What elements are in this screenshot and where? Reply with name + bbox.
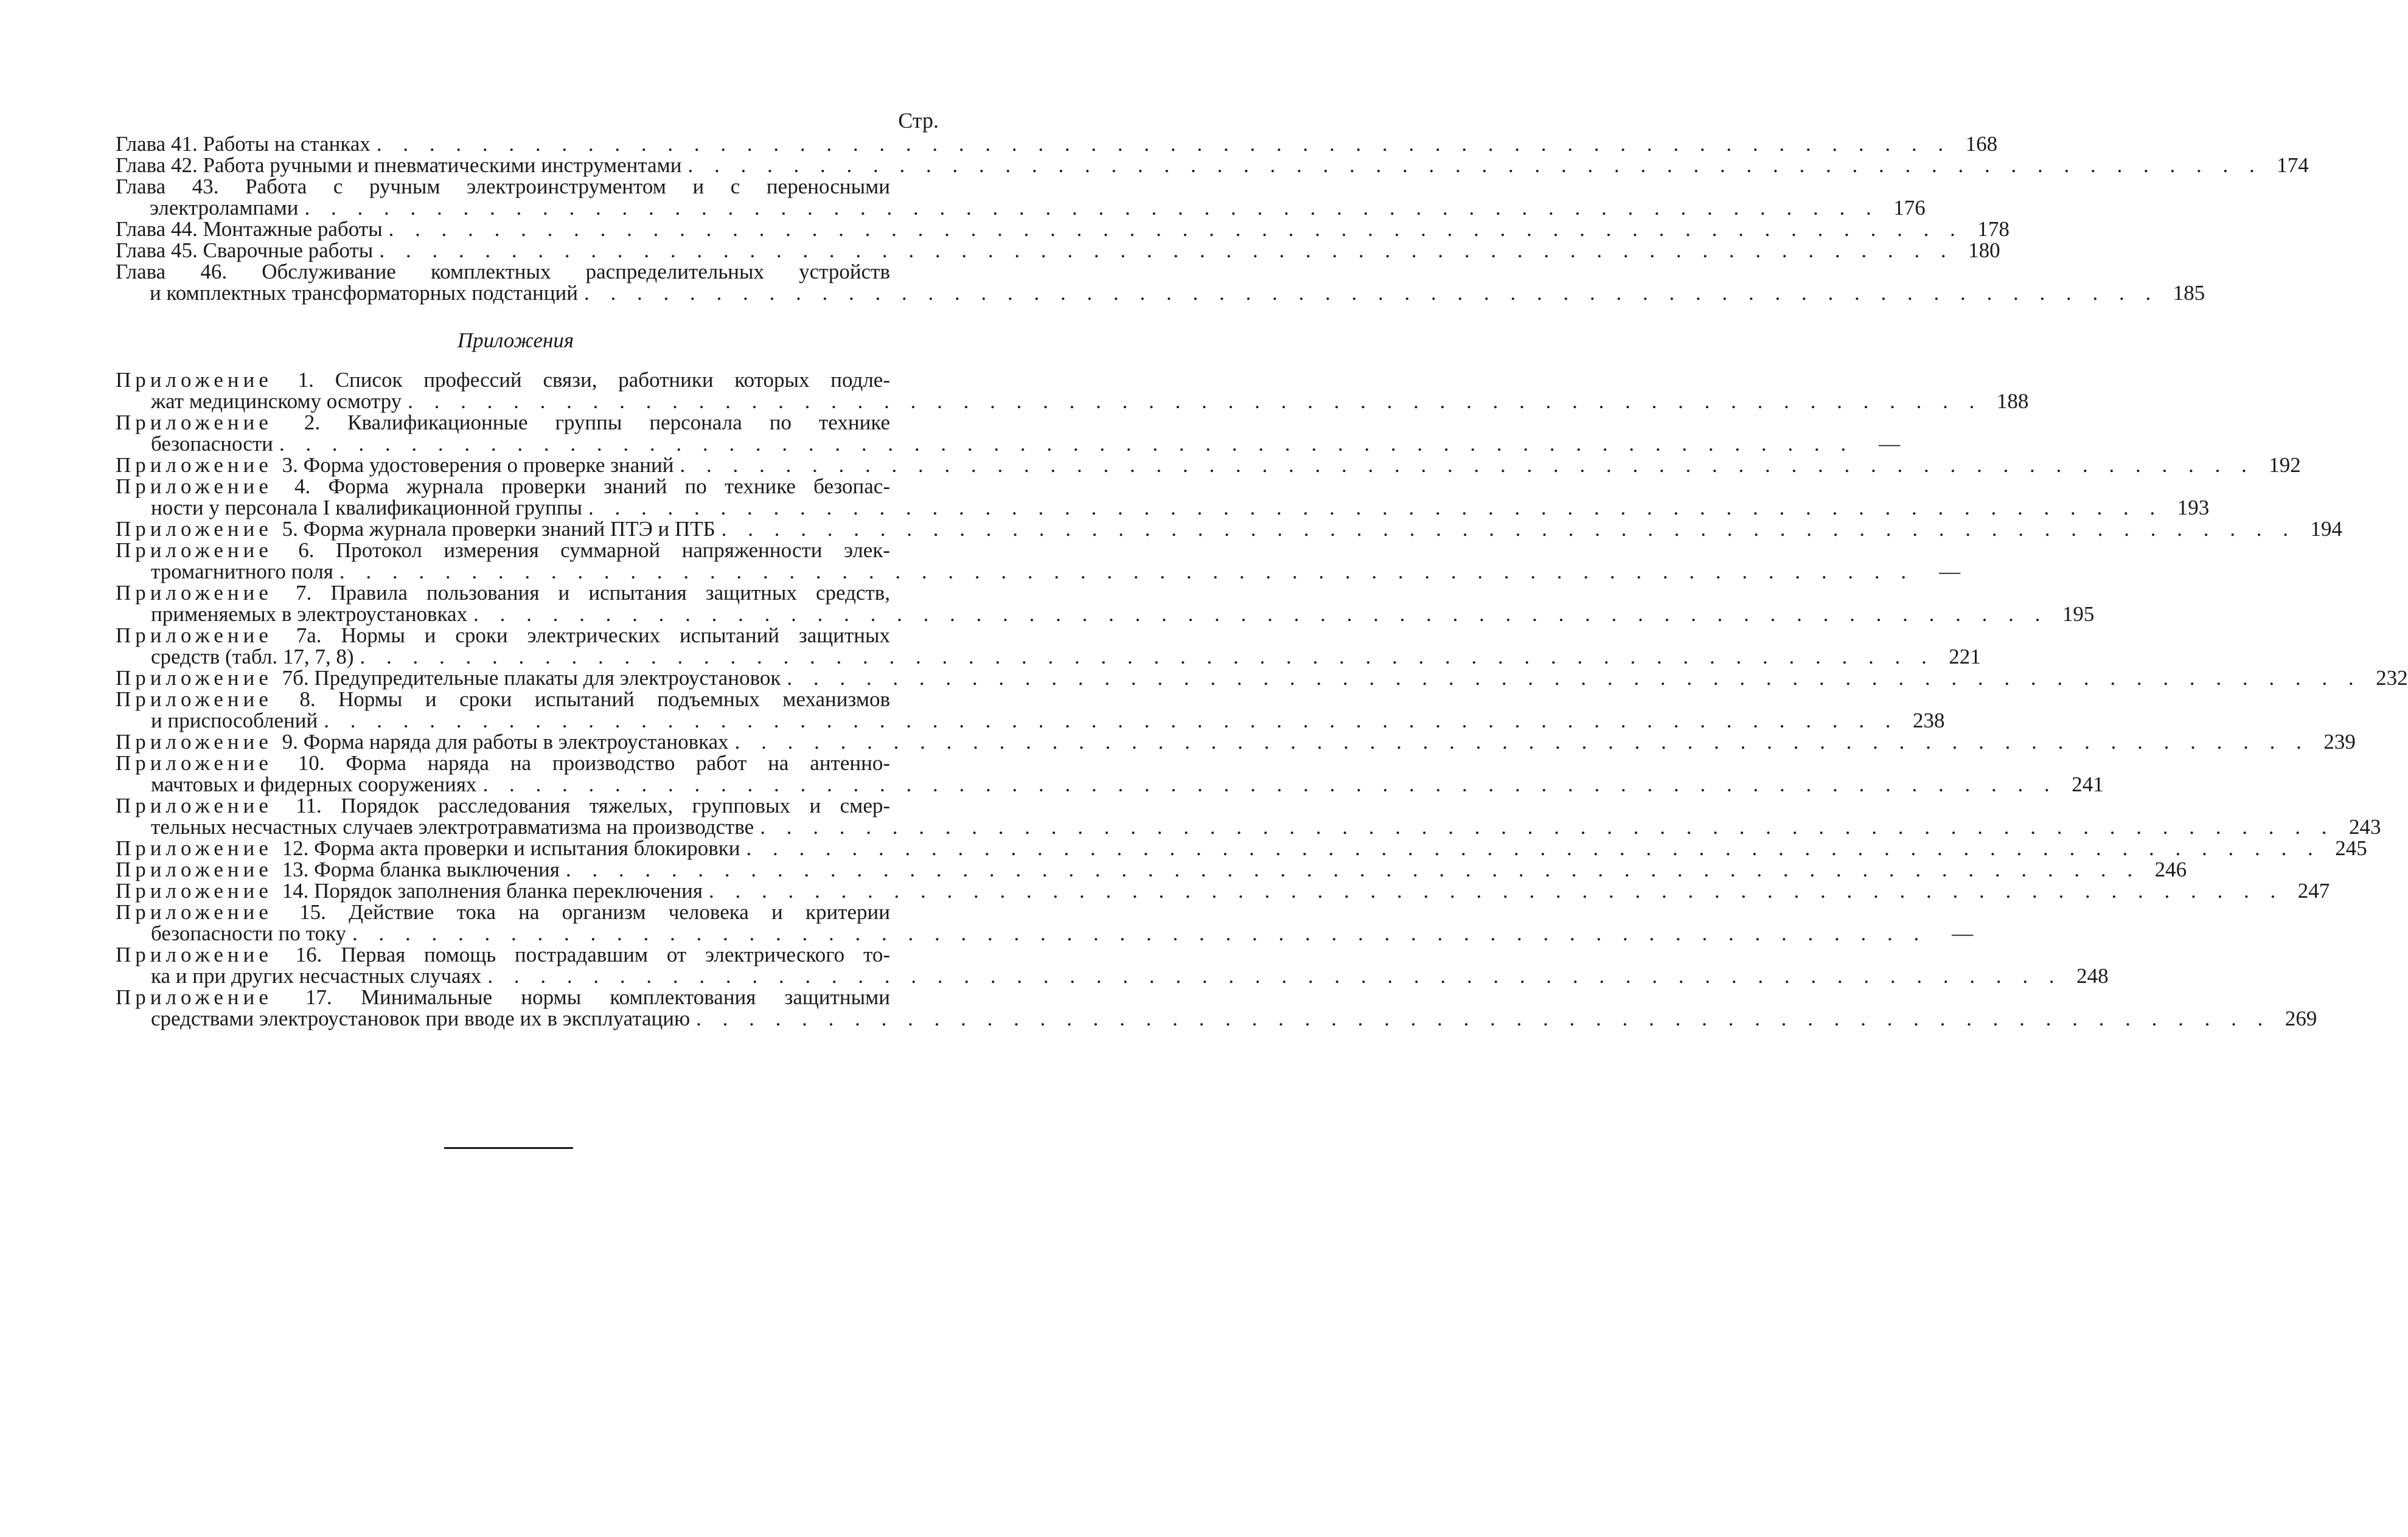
appendix-number: 4. (294, 474, 329, 498)
entry-title (116, 687, 890, 711)
entry-title-text: Форма удостоверения о проверке знаний (303, 453, 674, 477)
appendix-number: 13. (282, 858, 315, 881)
dot-leader: . . . . . . . . . . . . . . . . . . . . . . . . . . . . . . . . . . . . . . . . . . . . . . . . . . . . . . . . . . . . (721, 517, 2297, 541)
appendix-number: 3. (282, 453, 304, 477)
page-number: — (1952, 921, 1974, 945)
entry-last-line (116, 217, 2010, 241)
entry-line (116, 795, 940, 816)
appendix-entry (116, 453, 2301, 477)
dot-leader: . . . . . . . . . . . . . . . . . . . . . . . . . . . . . . . . . . . . . . . . . . . . . . . . . . . . . . . . . . . . (408, 389, 1983, 413)
entry-title-text: Список профессий связи, работники которых подле- (335, 368, 890, 392)
entry-title (116, 518, 715, 540)
entry-title (116, 474, 890, 498)
appendix-entry (116, 943, 2109, 988)
appendix-number: 5. (282, 517, 304, 541)
entry-title (151, 603, 467, 625)
entry-line (116, 261, 940, 282)
appendix-keyword: Приложение (116, 623, 296, 647)
page-number: 232 (2376, 666, 2408, 690)
page-number: — (1879, 432, 1901, 456)
entry-title-text: Минимальные нормы комплектования защитными (360, 985, 890, 1009)
entry-last-line (116, 836, 2367, 860)
entry-title-text: средствами электроустановок при вводе их в эксплуатацию (151, 1007, 691, 1030)
entry-title (151, 433, 273, 454)
entry-title-text: электролампами (150, 196, 299, 220)
appendix-keyword: Приложение (116, 730, 282, 754)
entry-title-text: Форма бланка выключения (314, 858, 560, 881)
entry-title-text: применяемых в электроустановках (151, 602, 468, 626)
entry-title (150, 197, 299, 218)
appendix-entry (116, 794, 2381, 839)
entry-last-line (116, 709, 1945, 732)
entry-title-text: Форма журнала проверки знаний ПТЭ и ПТБ (303, 517, 715, 541)
entry-title (116, 240, 373, 261)
entry-line (116, 987, 940, 1008)
appendix-keyword: Приложение (116, 517, 282, 541)
dot-leader: . . . . . . . . . . . . . . . . . . . . . . . . . . . . . . . . . . . . . . . . . . . . . . . . . . . . . . . . . . . . (482, 772, 2058, 796)
appendix-number: 15. (299, 900, 349, 924)
appendix-keyword: Приложение (116, 900, 300, 924)
appendix-entry (116, 879, 2330, 903)
entry-title (116, 175, 890, 198)
chapter-entry (116, 153, 2309, 177)
dot-leader: . . . . . . . . . . . . . . . . . . . . . . . . . . . . . . . . . . . . . . . . . . . . . . . . . . . . . . . . . . . . (379, 238, 1954, 262)
appendix-keyword: Приложение (116, 474, 295, 498)
appendix-number: 16. (295, 943, 341, 966)
entry-last-line (116, 645, 1981, 668)
entry-title (116, 751, 890, 775)
entry-title-text: тельных несчастных случаев электротравматизма на производстве (151, 815, 754, 839)
appendix-entry (116, 900, 1974, 945)
dot-leader: . . . . . . . . . . . . . . . . . . . . . . . . . . . . . . . . . . . . . . . . . . . . . . . . . . . . . . . . . . . . (352, 921, 1927, 945)
entry-title-text: Форма наряда для работы в электроустановках (303, 730, 729, 754)
page-number: 243 (2348, 815, 2381, 839)
appendix-keyword: Приложение (116, 581, 296, 605)
appendix-keyword: Приложение (116, 666, 282, 690)
entry-title-text: Предупредительные плакаты для электроустановок (314, 666, 781, 690)
entry-last-line (116, 432, 1901, 456)
appendix-number: 8. (299, 687, 339, 711)
page-number: — (1939, 560, 1961, 583)
entry-title (151, 965, 481, 987)
appendix-section-title: Приложения (457, 328, 574, 352)
entry-title (151, 561, 333, 582)
entry-last-line (116, 196, 1926, 220)
dot-leader: . . . . . . . . . . . . . . . . . . . . . . . . . . . . . . . . . . . . . . . . . . . . . . . . . . . . . . . . . . . . (760, 815, 2335, 839)
entry-title-text: Форма наряда на производство работ на антенно- (346, 751, 891, 775)
entry-title (116, 368, 890, 392)
entry-last-line (116, 730, 2356, 754)
appendix-entry (116, 836, 2367, 860)
entry-line (116, 412, 940, 433)
appendix-entry (116, 623, 1981, 668)
page-number: 269 (2284, 1007, 2317, 1030)
chapter-entry (116, 132, 1998, 156)
appendix-number: 1. (298, 368, 335, 392)
chapter-list (116, 132, 2309, 305)
entry-title-text: Форма акта проверки и испытания блокировки (314, 836, 740, 860)
page-number: 245 (2335, 836, 2367, 860)
entry-title (116, 260, 890, 283)
entry-title-text: Глава 46. Обслуживание комплектных распределительных устройств (116, 260, 890, 283)
page-number: 192 (2269, 453, 2301, 477)
entry-title-text: Первая помощь пострадавшим от электрического то- (341, 943, 890, 966)
entry-last-line (116, 1007, 2317, 1030)
appendix-keyword: Приложение (116, 858, 282, 881)
entry-title (116, 667, 781, 689)
appendix-entry (116, 474, 2210, 519)
dot-leader: . . . . . . . . . . . . . . . . . . . . . . . . . . . . . . . . . . . . . . . . . . . . . . . . . . . . . . . . . . . . (324, 709, 1899, 732)
appendix-entry (116, 730, 2356, 754)
dot-leader: . . . . . . . . . . . . . . . . . . . . . . . . . . . . . . . . . . . . . . . . . . . . . . . . . . . . . . . . . . . . (565, 858, 2141, 881)
appendix-keyword: Приложение (116, 411, 304, 434)
entry-title (116, 838, 740, 859)
dot-leader: . . . . . . . . . . . . . . . . . . . . . . . . . . . . . . . . . . . . . . . . . . . . . . . . . . . . . . . . . . . . (708, 879, 2284, 903)
page-number: 168 (1965, 132, 1998, 156)
entry-title-text: ности у персонала I квалификационной группы (151, 496, 582, 519)
page-number: 176 (1893, 196, 1926, 220)
entry-last-line (116, 281, 2205, 305)
dot-leader: . . . . . . . . . . . . . . . . . . . . . . . . . . . . . . . . . . . . . . . . . . . . . . . . . . . . . . . . . . . . (473, 602, 2048, 626)
entry-title-text: средств (табл. 17, 7, 8) (151, 645, 354, 668)
page-number: 174 (2277, 153, 2309, 177)
appendix-entry (116, 538, 1961, 583)
entry-last-line (116, 964, 2109, 988)
chapter-entry (116, 217, 2010, 241)
entry-line (116, 689, 940, 710)
dot-leader: . . . . . . . . . . . . . . . . . . . . . . . . . . . . . . . . . . . . . . . . . . . . . . . . . . . . . . . . . . . . (376, 132, 1952, 156)
appendix-entry (116, 517, 2343, 541)
entry-title (116, 880, 703, 901)
entry-title (151, 497, 582, 518)
appendix-keyword: Приложение (116, 538, 299, 562)
dot-leader: . . . . . . . . . . . . . . . . . . . . . . . . . . . . . . . . . . . . . . . . . . . . . . . . . . . . . . . . . . . . (360, 645, 1935, 668)
entry-title-text: Глава 42. Работа ручными и пневматическими инструментами (116, 153, 682, 177)
appendix-number: 6. (298, 538, 336, 562)
entry-title-text: безопасности по току (151, 921, 346, 945)
entry-title (116, 454, 674, 476)
entry-title-text: Форма журнала проверки знаний по технике безопас- (328, 474, 890, 498)
page-number: 180 (1968, 238, 2000, 262)
entry-title-text: Глава 41. Работы на станках (116, 132, 371, 156)
entry-title-text: безопасности (151, 432, 273, 456)
entry-title (151, 1008, 690, 1029)
end-rule (444, 1147, 573, 1149)
entry-title-text: жат медицинскому осмотру (151, 389, 402, 413)
appendix-keyword: Приложение (116, 687, 300, 711)
entry-title (151, 816, 754, 838)
page-number: 239 (2323, 730, 2356, 754)
entry-title (116, 581, 890, 605)
entry-title (116, 943, 890, 966)
entry-line (116, 476, 940, 497)
entry-title (151, 774, 476, 795)
dot-leader: . . . . . . . . . . . . . . . . . . . . . . . . . . . . . . . . . . . . . . . . . . . . . . . . . . . . . . . . . . . . (687, 153, 2263, 177)
entry-last-line (116, 517, 2343, 541)
dot-leader: . . . . . . . . . . . . . . . . . . . . . . . . . . . . . . . . . . . . . . . . . . . . . . . . . . . . . . . . . . . . (787, 666, 2362, 690)
appendix-entry (116, 751, 2104, 796)
entry-title (150, 282, 578, 304)
entry-title-text: Глава 44. Монтажные работы (116, 217, 383, 241)
appendix-list (116, 368, 2408, 1030)
entry-title (116, 411, 890, 434)
entry-title (116, 133, 371, 154)
page-number: 185 (2173, 281, 2205, 305)
entry-title (116, 985, 890, 1009)
chapter-entry (116, 260, 2205, 305)
entry-last-line (116, 602, 2095, 626)
page-number: 241 (2072, 772, 2104, 796)
appendix-entry (116, 666, 2408, 690)
appendix-keyword: Приложение (116, 943, 296, 966)
entry-title-text: Квалификационные группы персонала по технике (347, 411, 891, 434)
appendix-number: 9. (282, 730, 304, 754)
entry-last-line (116, 858, 2187, 881)
page-number: 246 (2154, 858, 2187, 881)
page-number: 221 (1949, 645, 1981, 668)
entry-last-line (116, 389, 2029, 413)
entry-title (151, 646, 354, 667)
appendix-entry (116, 687, 1945, 732)
entry-title-text: Нормы и сроки электрических испытаний защитных (341, 623, 890, 647)
appendix-number: 14. (282, 879, 315, 903)
page-column-header: Стр. (898, 108, 939, 133)
appendix-keyword: Приложение (116, 368, 298, 392)
entry-title-text: Правила пользования и испытания защитных средств, (330, 581, 890, 605)
appendix-entry (116, 581, 2095, 626)
page-number: 178 (1977, 217, 2010, 241)
entry-line (116, 625, 940, 646)
entry-last-line (116, 879, 2330, 903)
entry-title (116, 794, 890, 817)
dot-leader: . . . . . . . . . . . . . . . . . . . . . . . . . . . . . . . . . . . . . . . . . . . . . . . . . . . . . . . . . . . . (279, 432, 1854, 456)
appendix-keyword: Приложение (116, 794, 296, 817)
dot-leader: . . . . . . . . . . . . . . . . . . . . . . . . . . . . . . . . . . . . . . . . . . . . . . . . . . . . . . . . . . . . (680, 453, 2255, 477)
entry-title (116, 218, 383, 240)
appendix-entry (116, 411, 1901, 456)
entry-last-line (116, 132, 1998, 156)
entry-line (116, 901, 940, 923)
page-number: 195 (2062, 602, 2095, 626)
entry-title-text: Порядок заполнения бланка переключения (314, 879, 703, 903)
entry-title (151, 923, 346, 944)
entry-last-line (116, 153, 2309, 177)
entry-line (116, 944, 940, 965)
appendix-keyword: Приложение (116, 879, 282, 903)
appendix-keyword: Приложение (116, 453, 282, 477)
page-number: 188 (1996, 389, 2029, 413)
entry-line (116, 752, 940, 774)
entry-line (116, 176, 940, 197)
page-number: 248 (2076, 964, 2109, 988)
page-number: 247 (2297, 879, 2330, 903)
appendix-number: 12. (282, 836, 315, 860)
entry-line (116, 540, 940, 561)
appendix-number: 17. (305, 985, 361, 1009)
dot-leader: . . . . . . . . . . . . . . . . . . . . . . . . . . . . . . . . . . . . . . . . . . . . . . . . . . . . . . . . . . . . (696, 1007, 2271, 1030)
entry-title-text: Глава 45. Сварочные работы (116, 238, 374, 262)
entry-title (151, 710, 318, 731)
entry-title-text: ка и при других несчастных случаях (151, 964, 482, 988)
entry-title (116, 731, 729, 752)
entry-title (116, 538, 890, 562)
entry-title (116, 859, 560, 880)
dot-leader: . . . . . . . . . . . . . . . . . . . . . . . . . . . . . . . . . . . . . . . . . . . . . . . . . . . . . . . . . . . . (388, 217, 1963, 241)
appendix-entry (116, 368, 2029, 413)
entry-last-line (116, 921, 1974, 945)
entry-title-text: и приспособлений (151, 709, 318, 732)
dot-leader: . . . . . . . . . . . . . . . . . . . . . . . . . . . . . . . . . . . . . . . . . . . . . . . . . . . . . . . . . . . . (734, 730, 2309, 754)
entry-title-text: Глава 43. Работа с ручным электроинструментом и с переносными (116, 175, 890, 198)
entry-title (151, 390, 402, 412)
entry-title (116, 900, 890, 924)
appendix-keyword: Приложение (116, 751, 298, 775)
page-number: 238 (1913, 709, 1945, 732)
entry-title-text: Действие тока на организм человека и критерии (349, 900, 890, 924)
appendix-number: 11. (296, 794, 341, 817)
entry-title-text: Нормы и сроки испытаний подъемных механизмов (338, 687, 891, 711)
entry-title (116, 154, 682, 176)
appendix-number: 7. (295, 581, 331, 605)
appendix-number: 7б. (282, 666, 315, 690)
dot-leader: . . . . . . . . . . . . . . . . . . . . . . . . . . . . . . . . . . . . . . . . . . . . . . . . . . . . . . . . . . . . (746, 836, 2321, 860)
dot-leader: . . . . . . . . . . . . . . . . . . . . . . . . . . . . . . . . . . . . . . . . . . . . . . . . . . . . . . . . . . . . (588, 496, 2163, 519)
appendix-entry (116, 985, 2317, 1030)
dot-leader: . . . . . . . . . . . . . . . . . . . . . . . . . . . . . . . . . . . . . . . . . . . . . . . . . . . . . . . . . . . . (339, 560, 1915, 583)
dot-leader: . . . . . . . . . . . . . . . . . . . . . . . . . . . . . . . . . . . . . . . . . . . . . . . . . . . . . . . . . . . . (487, 964, 2062, 988)
chapter-entry (116, 175, 1926, 220)
appendix-number: 10. (298, 751, 346, 775)
entry-last-line (116, 815, 2381, 839)
entry-line (116, 369, 940, 390)
dot-leader: . . . . . . . . . . . . . . . . . . . . . . . . . . . . . . . . . . . . . . . . . . . . . . . . . . . . . . . . . . . . (304, 196, 1879, 220)
chapter-entry (116, 238, 2000, 262)
entry-last-line (116, 453, 2301, 477)
appendix-number: 7а. (296, 623, 341, 647)
dot-leader: . . . . . . . . . . . . . . . . . . . . . . . . . . . . . . . . . . . . . . . . . . . . . . . . . . . . . . . . . . . . (583, 281, 2159, 305)
entry-last-line (116, 666, 2408, 690)
appendix-number: 2. (304, 411, 348, 434)
page-number: 193 (2177, 496, 2210, 519)
entry-last-line (116, 496, 2210, 519)
entry-last-line (116, 560, 1961, 583)
page-number: 194 (2310, 517, 2343, 541)
entry-title-text: Протокол измерения суммарной напряженности элек- (336, 538, 890, 562)
entry-last-line (116, 772, 2104, 796)
entry-title-text: Порядок расследования тяжелых, групповых и смер- (341, 794, 891, 817)
appendix-keyword: Приложение (116, 836, 282, 860)
table-of-contents (116, 108, 2408, 1030)
appendix-entry (116, 858, 2187, 881)
entry-title-text: мачтовых и фидерных сооружениях (151, 772, 477, 796)
entry-line (116, 582, 940, 603)
entry-title (116, 623, 890, 647)
entry-last-line (116, 238, 2000, 262)
entry-title-text: и комплектных трансформаторных подстанций (150, 281, 578, 305)
entry-title-text: тромагнитного поля (151, 560, 333, 583)
appendix-keyword: Приложение (116, 985, 306, 1009)
